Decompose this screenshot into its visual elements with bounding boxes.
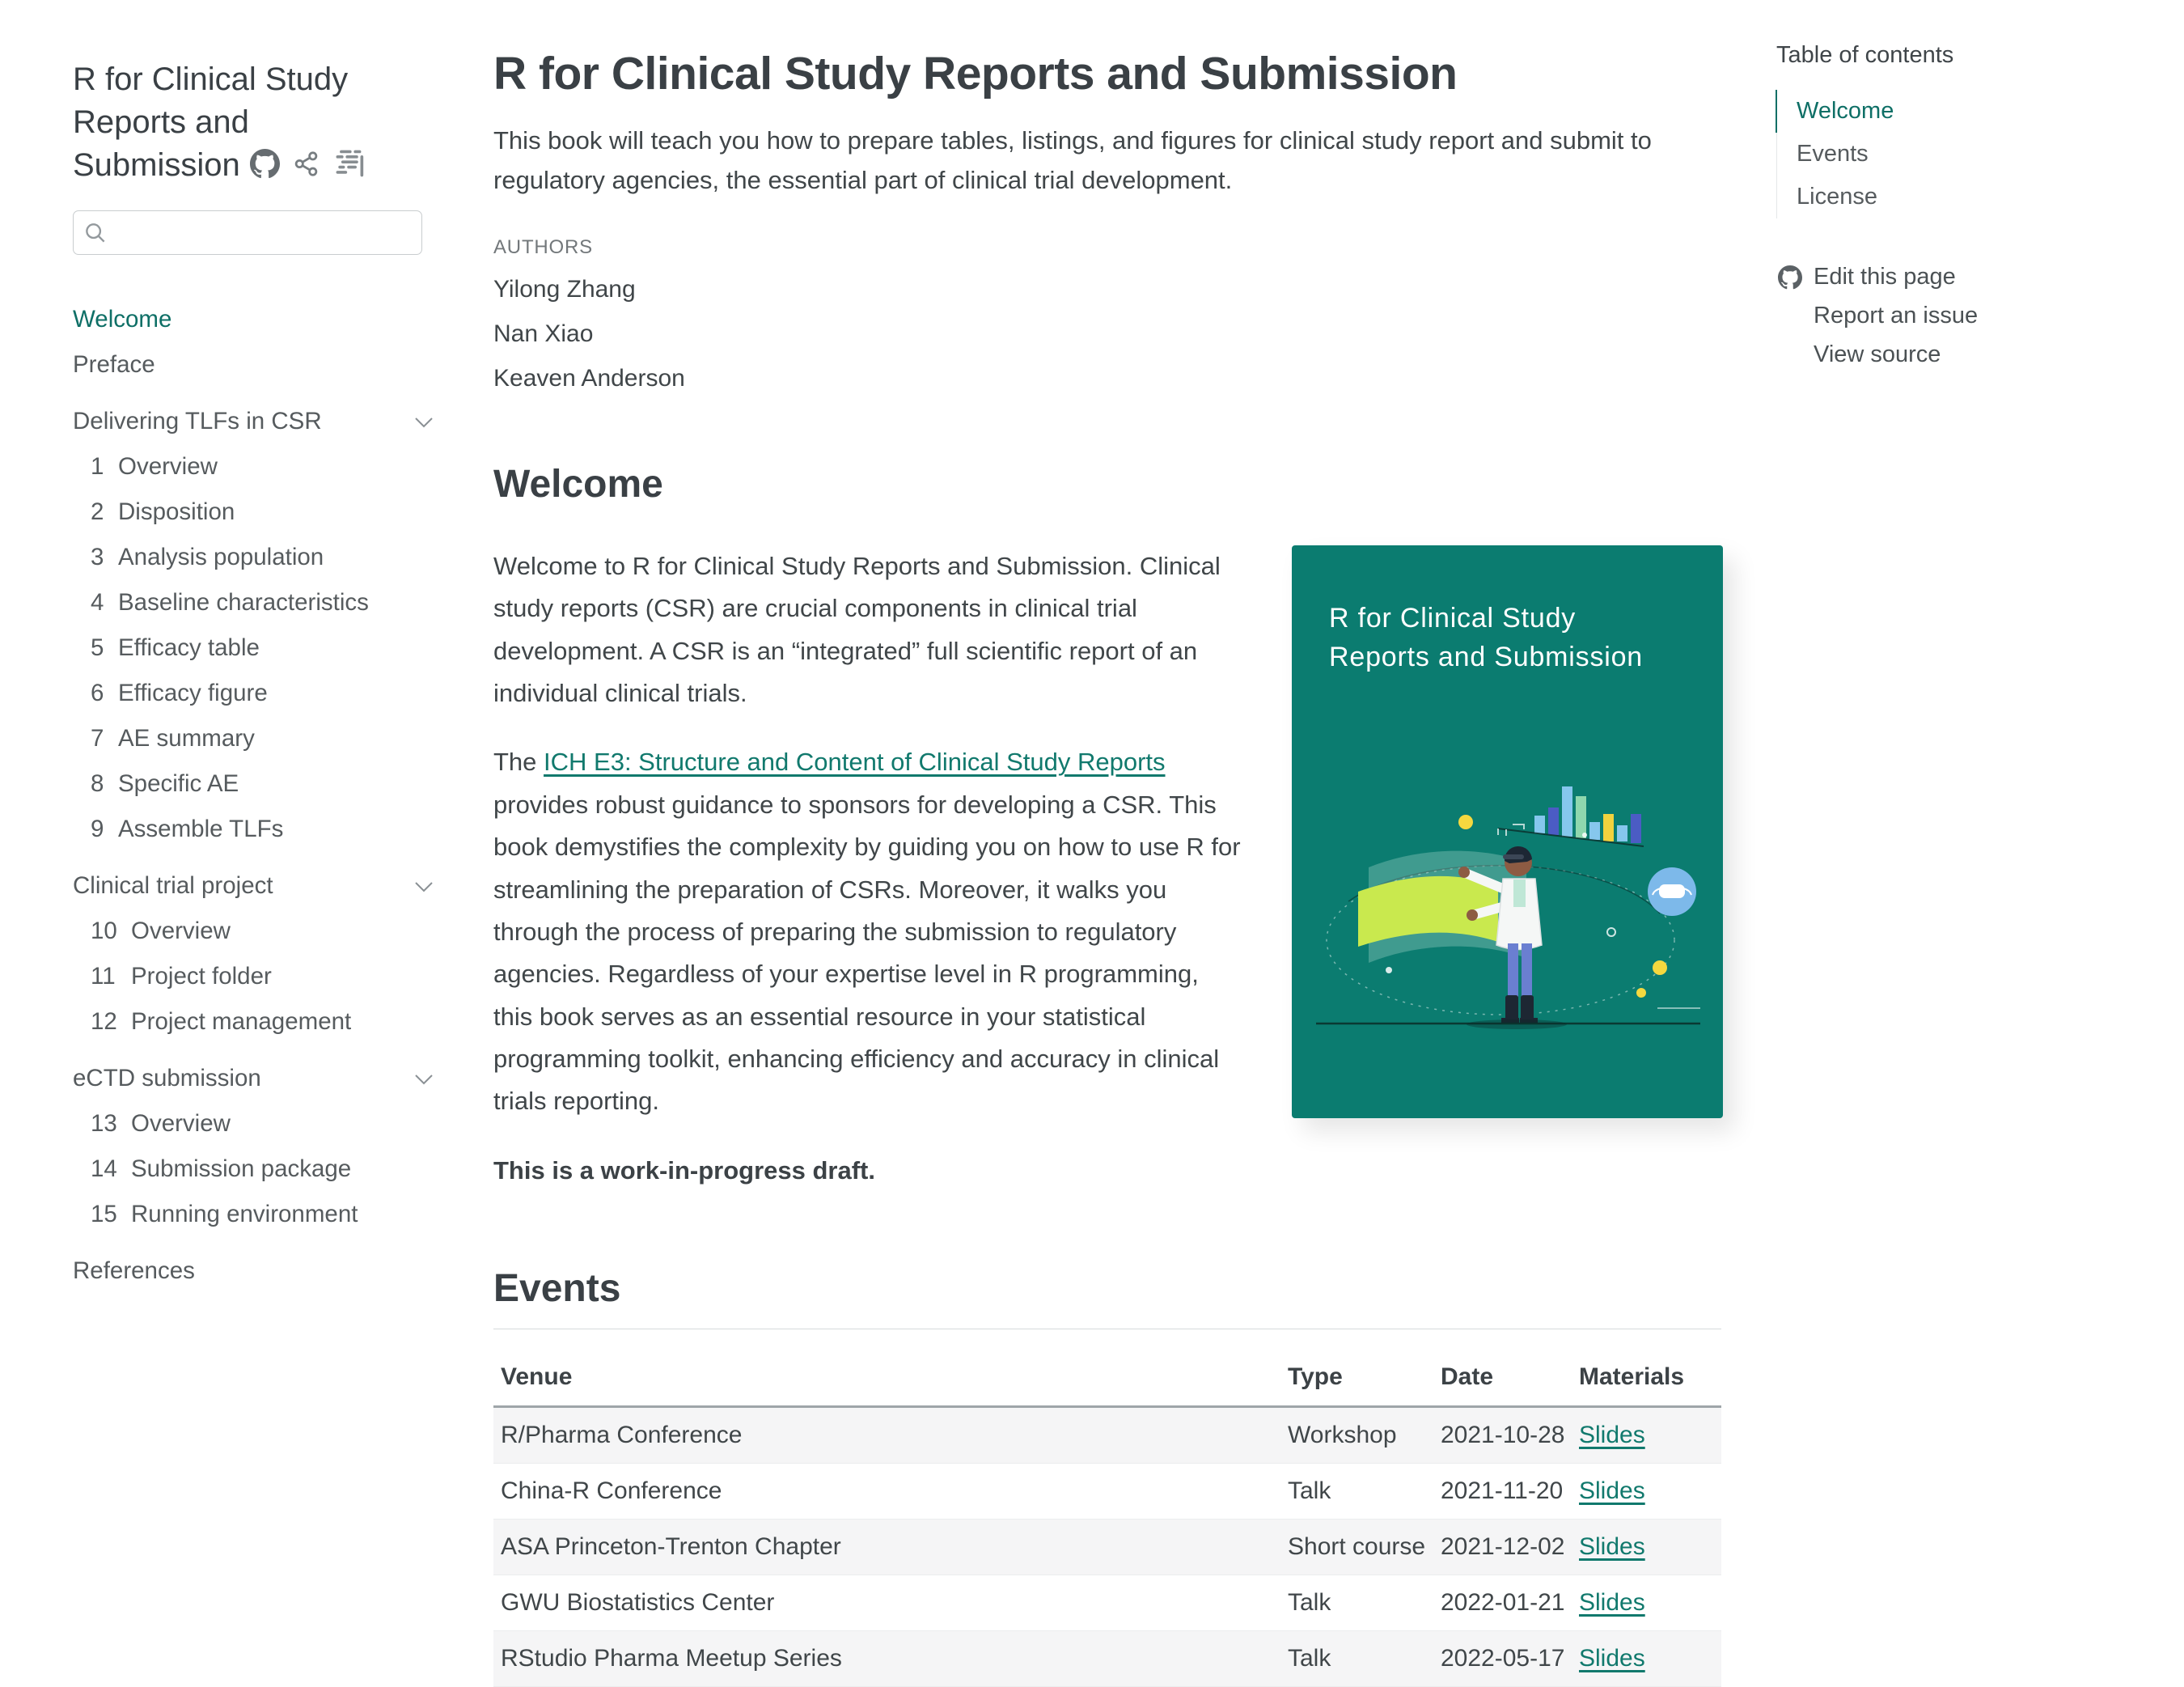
sidebar-item-chapter-11[interactable]: 11 Project folder — [91, 963, 272, 990]
date-cell: 2022-01-21 — [1441, 1575, 1579, 1631]
table-row — [493, 1575, 1721, 1631]
edit-this-page-link[interactable]: Edit this page — [1776, 264, 2132, 290]
sidebar-item-chapter-6[interactable]: 6 Efficacy figure — [91, 680, 268, 707]
welcome-paragraph-1: Welcome to R for Clinical Study Reports and Submission. Clinical study reports (CSR) are crucial components in clinical trial development. A CSR is an “integrated” full scientific report of an individual clinical trials. — [493, 551, 1221, 708]
main-content — [493, 47, 1723, 1687]
publisher-logo-icon — [332, 148, 365, 179]
sidebar-item-welcome[interactable]: Welcome — [73, 306, 172, 333]
venue-cell: GWU Biostatistics Center — [493, 1575, 1288, 1631]
share-icon[interactable] — [293, 150, 320, 177]
slides-link[interactable]: Slides — [1579, 1533, 1645, 1561]
author-name: Yilong Zhang — [493, 275, 636, 303]
sidebar-nav — [73, 297, 435, 1294]
table-row — [493, 1631, 1721, 1687]
table-row — [493, 1520, 1721, 1575]
welcome-text — [493, 545, 1242, 1192]
view-source-link[interactable]: View source — [1814, 341, 1941, 367]
type-cell: Talk — [1288, 1575, 1441, 1631]
sidebar-item-chapter-14[interactable]: 14 Submission package — [91, 1155, 352, 1183]
table-row — [493, 1464, 1721, 1520]
cover-title: R for Clinical Study Reports and Submission — [1329, 602, 1644, 673]
sidebar-item-chapter-3[interactable]: 3 Analysis population — [91, 544, 324, 571]
book-sidebar — [73, 58, 435, 1294]
sidebar-item-references[interactable]: References — [73, 1257, 195, 1285]
sidebar-item-chapter-8[interactable]: 8 Specific AE — [91, 770, 239, 798]
chevron-down-icon[interactable] — [414, 881, 434, 892]
date-cell: 2021-12-02 — [1441, 1520, 1579, 1575]
sidebar-section-delivering-tlfs[interactable]: Delivering TLFs in CSR — [73, 399, 435, 444]
sidebar-item-chapter-9[interactable]: 9 Assemble TLFs — [91, 816, 284, 843]
author-name: Nan Xiao — [493, 320, 594, 347]
toc-title: Table of contents — [1776, 42, 1954, 68]
column-header-type: Type — [1288, 1329, 1441, 1407]
sidebar-item-chapter-12[interactable]: 12 Project management — [91, 1008, 352, 1036]
slides-link[interactable]: Slides — [1579, 1477, 1645, 1505]
ich-e3-link[interactable]: ICH E3: Structure and Content of Clinical Study Reports — [544, 748, 1166, 777]
type-cell: Talk — [1288, 1464, 1441, 1520]
venue-cell: RStudio Pharma Meetup Series — [493, 1631, 1288, 1687]
toc-item-welcome[interactable]: Welcome — [1776, 90, 2132, 133]
toc-item-events[interactable]: Events — [1797, 141, 1869, 167]
slides-link[interactable]: Slides — [1579, 1589, 1645, 1617]
table-row — [493, 1407, 1721, 1464]
toc-item-license[interactable]: License — [1797, 184, 1877, 210]
search-icon — [85, 223, 106, 244]
sidebar-item-chapter-13[interactable]: 13 Overview — [91, 1110, 231, 1138]
github-icon — [1776, 265, 1804, 290]
sidebar-item-chapter-2[interactable]: 2 Disposition — [91, 498, 235, 526]
book-title-text: R for Clinical Study Reports and Submission — [73, 61, 349, 183]
welcome-paragraph-2: The ICH E3: Structure and Content of Clinical Study Reports provides robust guidance to sponsors for developing a CSR. This book demystifies the complexity by guiding you on how to use R for streamlining the preparation of CSRs. Moreover, it walks you through the process of preparing the submission to regulatory agencies. Regardless of your expertise level in R programming, this book serves as an essential resource in your statistical programming toolkit, enhancing efficiency and accuracy in clinical trials reporting. — [493, 748, 1241, 1116]
sidebar-item-preface[interactable]: Preface — [73, 351, 155, 379]
events-table — [493, 1329, 1721, 1687]
venue-cell: ASA Princeton-Trenton Chapter — [493, 1520, 1288, 1575]
chevron-down-icon[interactable] — [414, 417, 434, 428]
type-cell: Workshop — [1288, 1407, 1441, 1464]
venue-cell: China-R Conference — [493, 1464, 1288, 1520]
column-header-materials: Materials — [1579, 1329, 1721, 1407]
slides-link[interactable]: Slides — [1579, 1645, 1645, 1672]
report-an-issue-link[interactable]: Report an issue — [1814, 303, 1979, 328]
page-title: R for Clinical Study Reports and Submission — [493, 48, 1458, 100]
date-cell: 2021-10-28 — [1441, 1407, 1579, 1464]
date-cell: 2022-05-17 — [1441, 1631, 1579, 1687]
author-name: Keaven Anderson — [493, 364, 685, 392]
authors-label: AUTHORS — [493, 235, 593, 258]
page-description: This book will teach you how to prepare tables, listings, and figures for clinical study report and submit to regulatory agencies, the essential part of clinical trial development. — [493, 126, 1652, 194]
book-cover-image — [1292, 545, 1723, 1118]
slides-link[interactable]: Slides — [1579, 1422, 1645, 1449]
search-box[interactable] — [73, 210, 422, 255]
draft-note: This is a work-in-progress draft. — [493, 1155, 875, 1185]
events-table-header — [493, 1329, 1721, 1407]
search-input[interactable] — [114, 220, 410, 245]
events-heading: Events — [493, 1267, 621, 1311]
authors-block — [493, 236, 1723, 392]
column-header-venue: Venue — [493, 1329, 1288, 1407]
github-icon[interactable] — [250, 149, 280, 179]
cover-illustration — [1292, 723, 1723, 1104]
type-cell: Short course — [1288, 1520, 1441, 1575]
sidebar-item-chapter-4[interactable]: 4 Baseline characteristics — [91, 589, 369, 617]
book-title — [73, 58, 406, 186]
sidebar-section-clinical-trial-project[interactable]: Clinical trial project — [73, 863, 435, 909]
date-cell: 2021-11-20 — [1441, 1464, 1579, 1520]
sidebar-item-chapter-5[interactable]: 5 Efficacy table — [91, 634, 260, 662]
page-toc — [1776, 42, 2132, 380]
sidebar-item-chapter-1[interactable]: 1 Overview — [91, 453, 218, 481]
sidebar-section-ectd-submission[interactable]: eCTD submission — [73, 1056, 435, 1101]
sidebar-item-chapter-10[interactable]: 10 Overview — [91, 918, 231, 945]
sidebar-item-chapter-7[interactable]: 7 AE summary — [91, 725, 255, 752]
type-cell: Talk — [1288, 1631, 1441, 1687]
chevron-down-icon[interactable] — [414, 1074, 434, 1085]
welcome-heading: Welcome — [493, 462, 663, 506]
column-header-date: Date — [1441, 1329, 1579, 1407]
venue-cell: R/Pharma Conference — [493, 1407, 1288, 1464]
sidebar-item-chapter-15[interactable]: 15 Running environment — [91, 1201, 358, 1228]
